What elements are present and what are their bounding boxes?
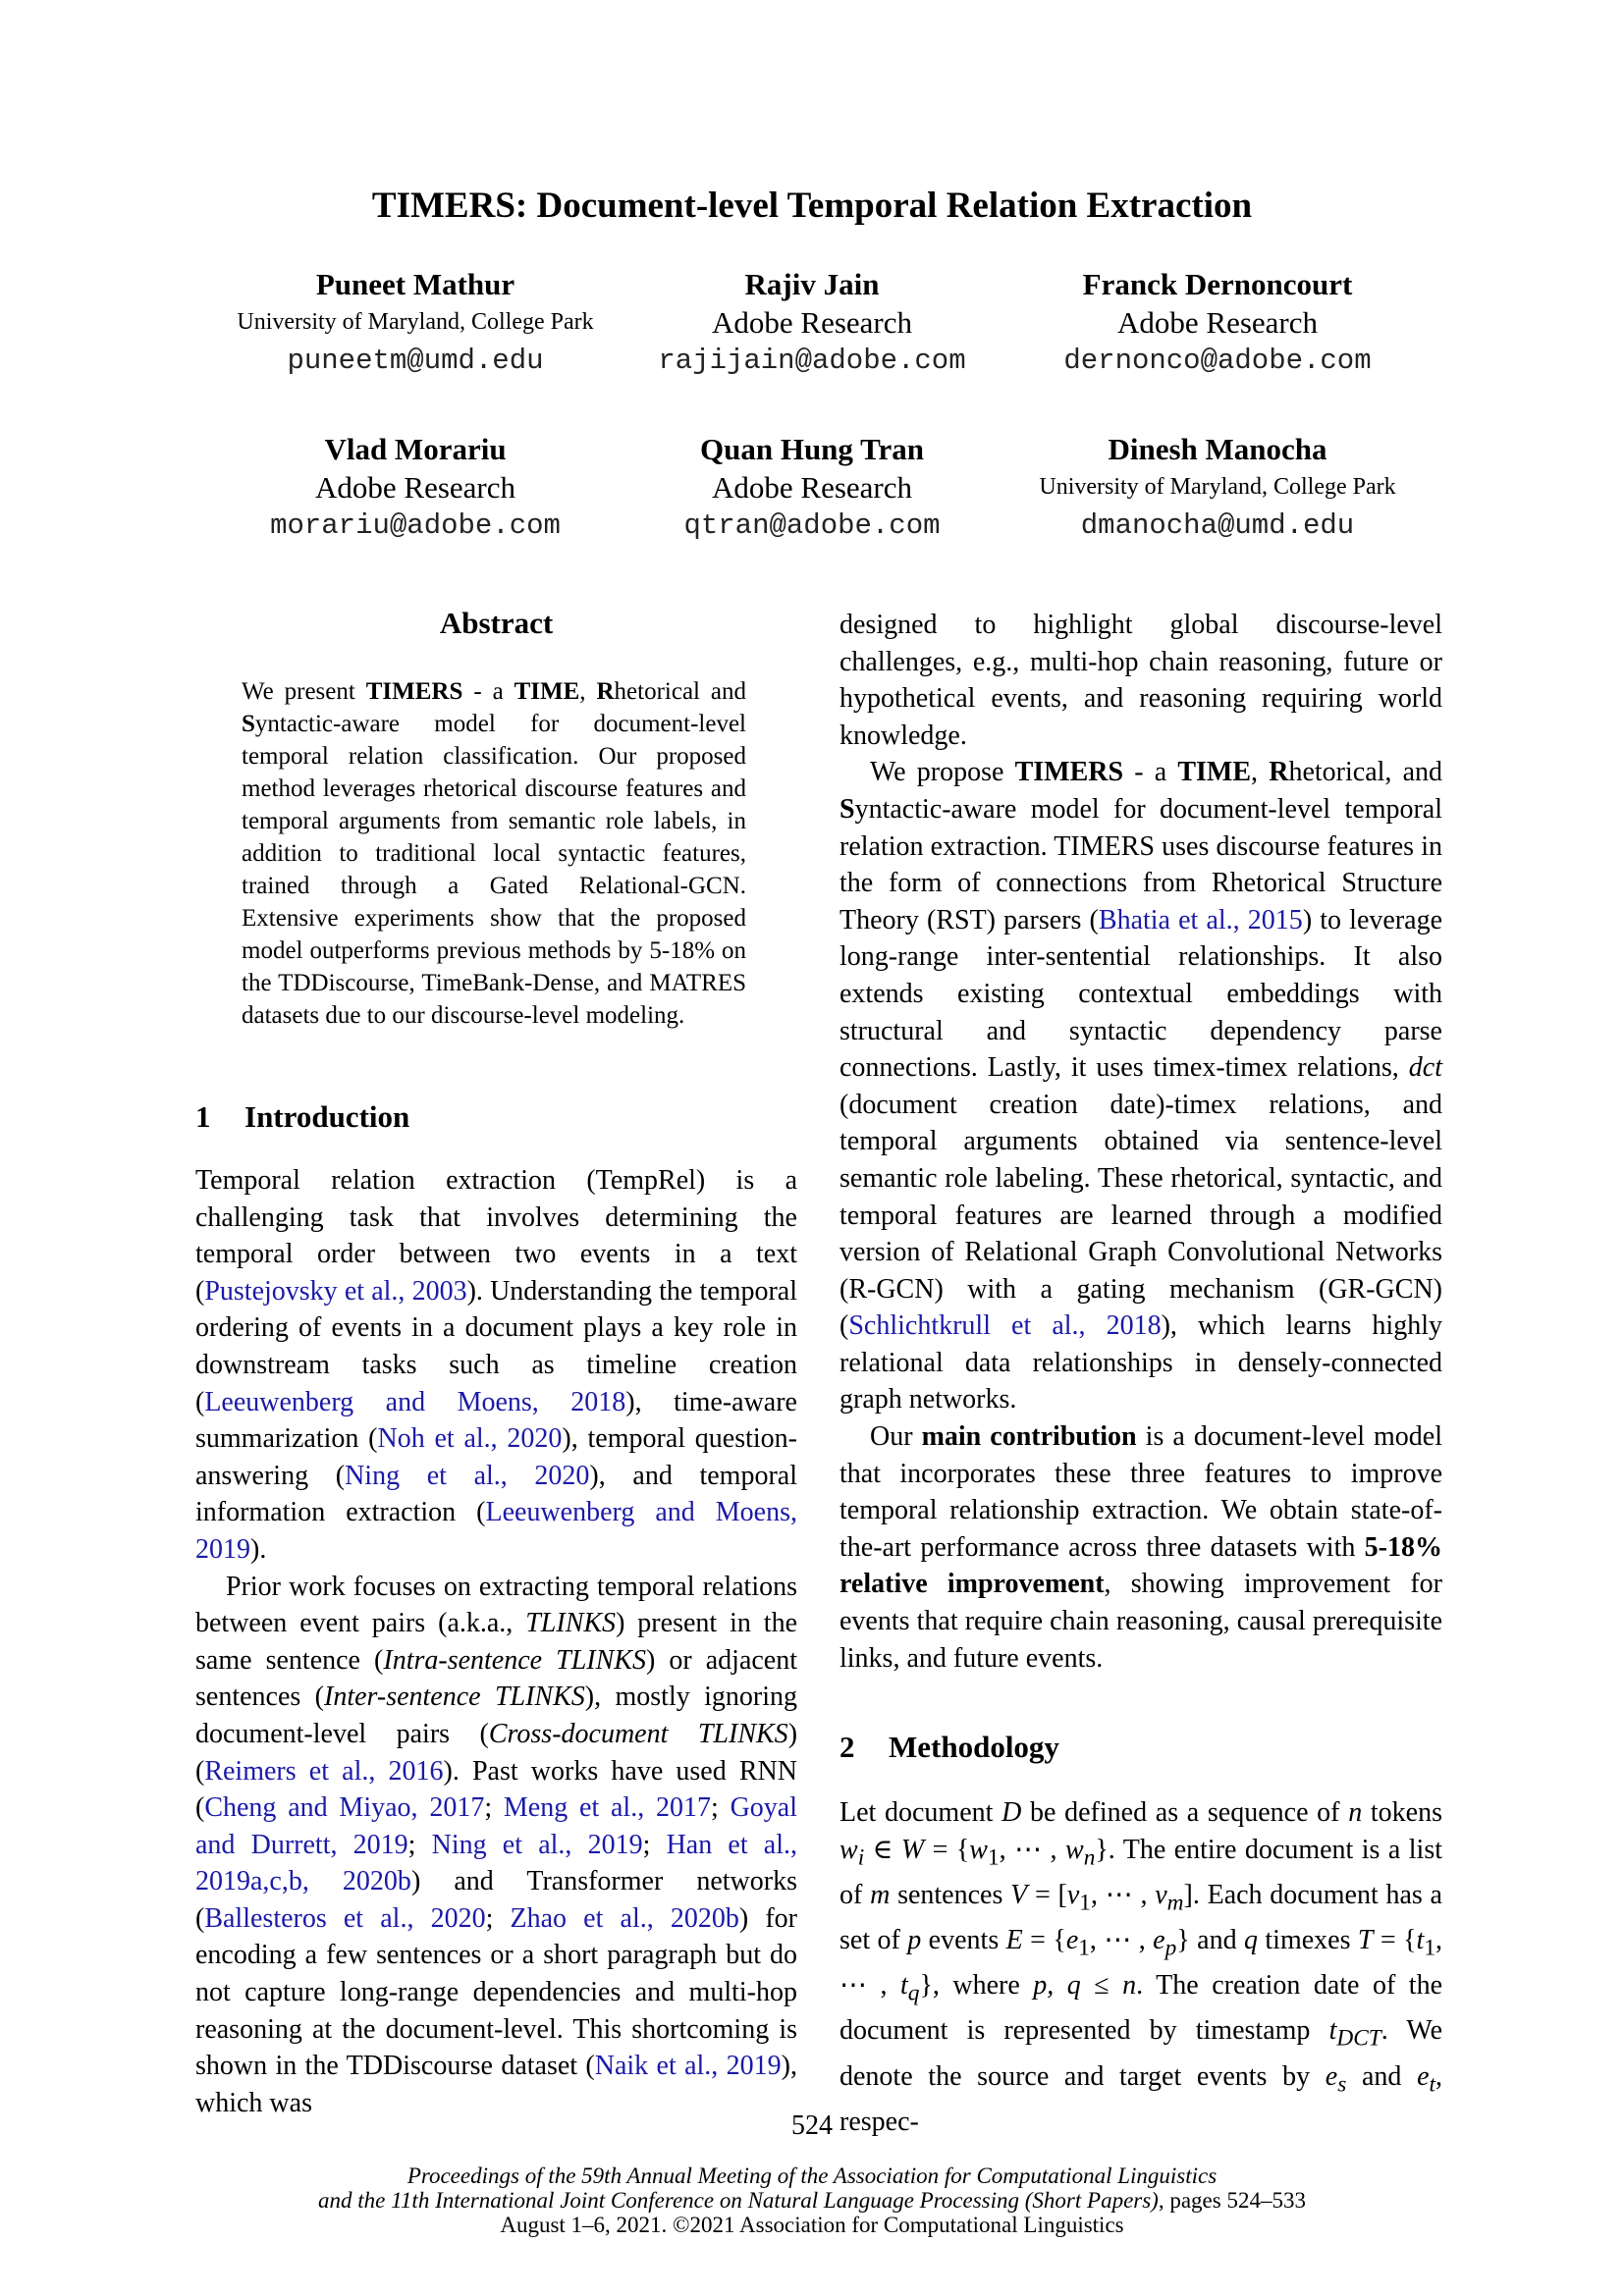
author-block: [1011, 430, 1424, 545]
citation-link[interactable]: Han et al., 2019a,c,b, 2020b: [195, 1829, 797, 1897]
citation-link[interactable]: Noh et al., 2020: [377, 1423, 563, 1455]
author-affiliation: University of Maryland, College Park: [1039, 474, 1396, 500]
section-title: Introduction: [244, 1099, 410, 1134]
author-email: dernonco@adobe.com: [1063, 345, 1372, 377]
abstract-heading: Abstract: [439, 606, 554, 640]
methodology-body: [839, 1794, 1442, 2140]
paragraph: Temporal relation extraction (TempRel) is a challenging task that involves determining the temporal order between two events in a text (Pustejovsky et al., 2003). Understanding the temporal ordering of events in a document plays a key role in downstream tasks such as timeline creation (Leeuwenberg and Moens, 2018), time-aware summarization (Noh et al., 2020), temporal question-answering (Ning et al., 2020), and temporal information extraction (Leeuwenberg and Moens, 2019).: [195, 1165, 797, 1565]
citation-link[interactable]: Ballesteros et al., 2020: [204, 1902, 486, 1934]
author-email: qtran@adobe.com: [683, 509, 941, 542]
author-affiliation: University of Maryland, College Park: [237, 309, 594, 335]
citation-link[interactable]: Ning et al., 2019: [431, 1829, 643, 1860]
citation-link[interactable]: Pustejovsky et al., 2003: [204, 1275, 467, 1307]
proceedings-footer: [0, 2163, 1624, 2237]
citation-link[interactable]: Reimers et al., 2016: [204, 1755, 444, 1787]
section-heading-methodology: [839, 1730, 1059, 1765]
citation-link[interactable]: Zhao et al., 2020b: [510, 1902, 739, 1934]
citation-link[interactable]: Cheng and Miyao, 2017: [204, 1792, 485, 1824]
author-affiliation: Adobe Research: [315, 470, 515, 505]
citation-link[interactable]: Leeuwenberg and Moens, 2018: [204, 1386, 626, 1417]
paragraph: Our main contribution is a document-level model that incorporates these three features to improve temporal relationship extraction. We obtain state-of-the-art performance across three datasets with 5-18% relative improvement, showing improvement for events that require chain reasoning, causal prerequisite links, and future events.: [839, 1421, 1442, 1674]
author-affiliation: Adobe Research: [712, 470, 912, 505]
author-name: Puneet Mathur: [315, 267, 515, 301]
footer-line: Proceedings of the 59th Annual Meeting of the Association for Computational Linguistics: [406, 2163, 1218, 2188]
author-block: [606, 430, 1018, 545]
author-block: [606, 265, 1018, 380]
paragraph: Prior work focuses on extracting temporal relations between event pairs (a.k.a., TLINKS) present in the same sentence (Intra-sentence TLINKS) or adjacent sentences (Inter-sentence TLINKS), mostly ignoring document-level pairs (Cross-document TLINKS) (Reimers et al., 2016). Past works have used RNN (Cheng and Miyao, 2017; Meng et al., 2017; Goyal and Durrett, 2019; Ning et al., 2019; Han et al., 2019a,c,b, 2020b) and Transformer networks (Ballesteros et al., 2020; Zhao et al., 2020b) for encoding a few sentences or a short paragraph but do not capture long-range dependencies and multi-hop reasoning at the document-level. This shortcoming is shown in the TDDiscourse dataset (Naik et al., 2019), which was: [195, 1571, 798, 2118]
footer-line: August 1–6, 2021. ©2021 Association for Computational Linguistics: [500, 2213, 1124, 2237]
citation-link[interactable]: Naik et al., 2019: [594, 2051, 782, 2082]
paper-title: TIMERS: Document-level Temporal Relation Extraction: [371, 186, 1253, 226]
citation-link[interactable]: Bhatia et al., 2015: [1098, 904, 1303, 935]
author-name: Franck Dernoncourt: [1082, 267, 1353, 301]
section-heading-introduction: [195, 1099, 409, 1135]
author-block: [1011, 265, 1424, 380]
paragraph: Let document D be defined as a sequence of n tokens $w_i$ ∈ $W = \{w_1$, ⋯ , $w_n$}. The entire document is a list of m sentences $V = [v_1$, ⋯ , $v_m$]. Each document has a set of p events $E = \{e_1$, ⋯ , $e_p$} and q timexes $T = \{t_1$, ⋯ , $t_q$}, where p, q ≤ n. The creation date of the document is represented by timestamp $t_{DCT}$. We denote the source and target events by $e_s$ and $e_t$, respec-: [839, 1797, 1443, 2137]
citation-link[interactable]: Leeuwenberg and Moens, 2019: [195, 1497, 797, 1565]
abstract-text: We present TIMERS - a TIME, Rhetorical and Syntactic-aware model for document-level temporal relation classification. Our proposed method leverages rhetorical discourse features and temporal arguments from semantic role labels, in addition to traditional local syntactic features, trained through a Gated Relational-GCN. Extensive experiments show that the proposed model outperforms previous methods by 5-18% on the TDDiscourse, TimeBank-Dense, and MATRES datasets due to our discourse-level modeling.: [242, 678, 747, 1029]
citation-link[interactable]: Meng et al., 2017: [503, 1792, 711, 1824]
author-affiliation: Adobe Research: [712, 305, 912, 340]
intro-body-continued: [839, 607, 1442, 1677]
section-number: 2: [839, 1730, 855, 1764]
footer-pages: , pages 524–533: [1158, 2188, 1306, 2213]
author-email: morariu@adobe.com: [270, 509, 561, 542]
author-email: puneetm@umd.edu: [287, 345, 544, 377]
page-number: 524: [791, 2110, 833, 2141]
author-name: Vlad Morariu: [324, 432, 507, 466]
author-block: [209, 430, 622, 545]
paragraph: We propose TIMERS - a TIME, Rhetorical, and Syntactic-aware model for document-level temporal relation extraction. TIMERS uses discourse features in the form of connections from Rhetorical Structure Theory (RST) parsers (Bhatia et al., 2015) to leverage long-range inter-sentential relationships. It also extends existing contextual embeddings with structural and syntactic dependency parse connections. Lastly, it uses timex-timex relations, dct (document creation date)-timex relations, and temporal arguments obtained via sentence-level semantic role labeling. These rhetorical, syntactic, and temporal features are learned through a modified version of Relational Graph Convolutional Networks (R-GCN) with a gating mechanism (GR-GCN) (Schlichtkrull et al., 2018), which learns highly relational data relationships in densely-connected graph networks.: [839, 757, 1442, 1415]
citation-link[interactable]: Ning et al., 2020: [345, 1460, 590, 1491]
author-name: Dinesh Manocha: [1108, 432, 1327, 466]
citation-link[interactable]: Goyal and Durrett, 2019: [195, 1792, 798, 1860]
author-email: rajijain@adobe.com: [658, 345, 966, 377]
paragraph: designed to highlight global discourse-level challenges, e.g., multi-hop chain reasoning, future or hypothetical events, and reasoning requiring world knowledge.: [839, 610, 1442, 751]
author-name: Quan Hung Tran: [699, 432, 924, 466]
author-email: dmanocha@umd.edu: [1080, 509, 1355, 542]
intro-body: [195, 1162, 797, 2121]
author-name: Rajiv Jain: [744, 267, 880, 301]
author-affiliation: Adobe Research: [1117, 305, 1318, 340]
footer-line: and the 11th International Joint Conference on Natural Language Processing (Short Papers): [318, 2188, 1159, 2213]
section-title: Methodology: [889, 1730, 1059, 1764]
author-block: [209, 265, 622, 380]
citation-link[interactable]: Schlichtkrull et al., 2018: [848, 1310, 1162, 1342]
section-number: 1: [195, 1099, 211, 1134]
